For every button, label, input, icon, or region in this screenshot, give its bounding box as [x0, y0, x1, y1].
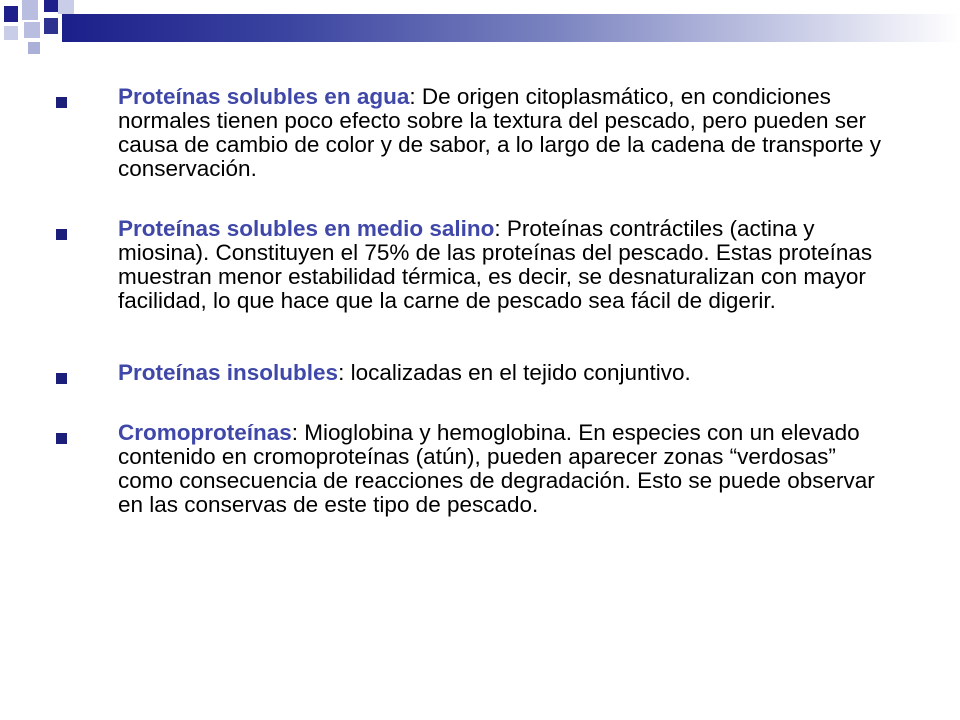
square-bullet-icon: [56, 229, 67, 240]
header-gradient-bar: [62, 14, 960, 42]
decor-square: [58, 0, 74, 14]
bullet-separator: :: [409, 84, 416, 109]
bullet-item: [56, 85, 892, 181]
bullet-item: [56, 361, 892, 385]
decor-square: [44, 18, 58, 34]
bullet-term: Proteínas insolubles: [118, 360, 339, 385]
decor-square: [4, 6, 18, 22]
bullet-text: Proteínas contráctiles (actina y miosina). Constituyen el 75% de las proteínas del pescado. Estas proteínas muestran menor estabilidad térmica, es decir, se desnaturalizan con mayor facilidad, lo que hace que la carne de pescado sea fácil de digerir.: [118, 216, 873, 313]
bullet-term: Proteínas solubles en agua: [118, 84, 410, 109]
bullet-term: Cromoproteínas: [118, 420, 292, 445]
bullet-item: [56, 421, 892, 517]
header-decoration: [0, 0, 960, 60]
decor-square: [44, 0, 58, 12]
square-bullet-icon: [56, 97, 67, 108]
bullet-text: Mioglobina y hemoglobina. En especies con un elevado contenido en cromoproteínas (atún), pueden aparecer zonas “verdosas” como consecuencia de reacciones de degradación. Esto se puede observar en las conservas de este tipo de pescado.: [118, 420, 875, 517]
square-bullet-icon: [56, 433, 67, 444]
bullet-list: [56, 78, 892, 517]
square-bullet-icon: [56, 373, 67, 384]
bullet-text: localizadas en el tejido conjuntivo.: [344, 360, 691, 385]
bullet-text: De origen citoplasmático, en condiciones normales tienen poco efecto sobre la textura del pescado, pero pueden ser causa de cambio de color y de sabor, a lo largo de la cadena de transporte y conservación.: [118, 84, 881, 181]
decor-square: [22, 0, 38, 20]
decor-square: [24, 22, 40, 38]
bullet-term: Proteínas solubles en medio salino: [118, 216, 495, 241]
bullet-separator: :: [494, 216, 501, 241]
decor-square: [28, 42, 40, 54]
bullet-separator: :: [291, 420, 299, 445]
bullet-separator: :: [338, 360, 345, 385]
decor-square: [4, 26, 18, 40]
bullet-item: [56, 217, 892, 313]
